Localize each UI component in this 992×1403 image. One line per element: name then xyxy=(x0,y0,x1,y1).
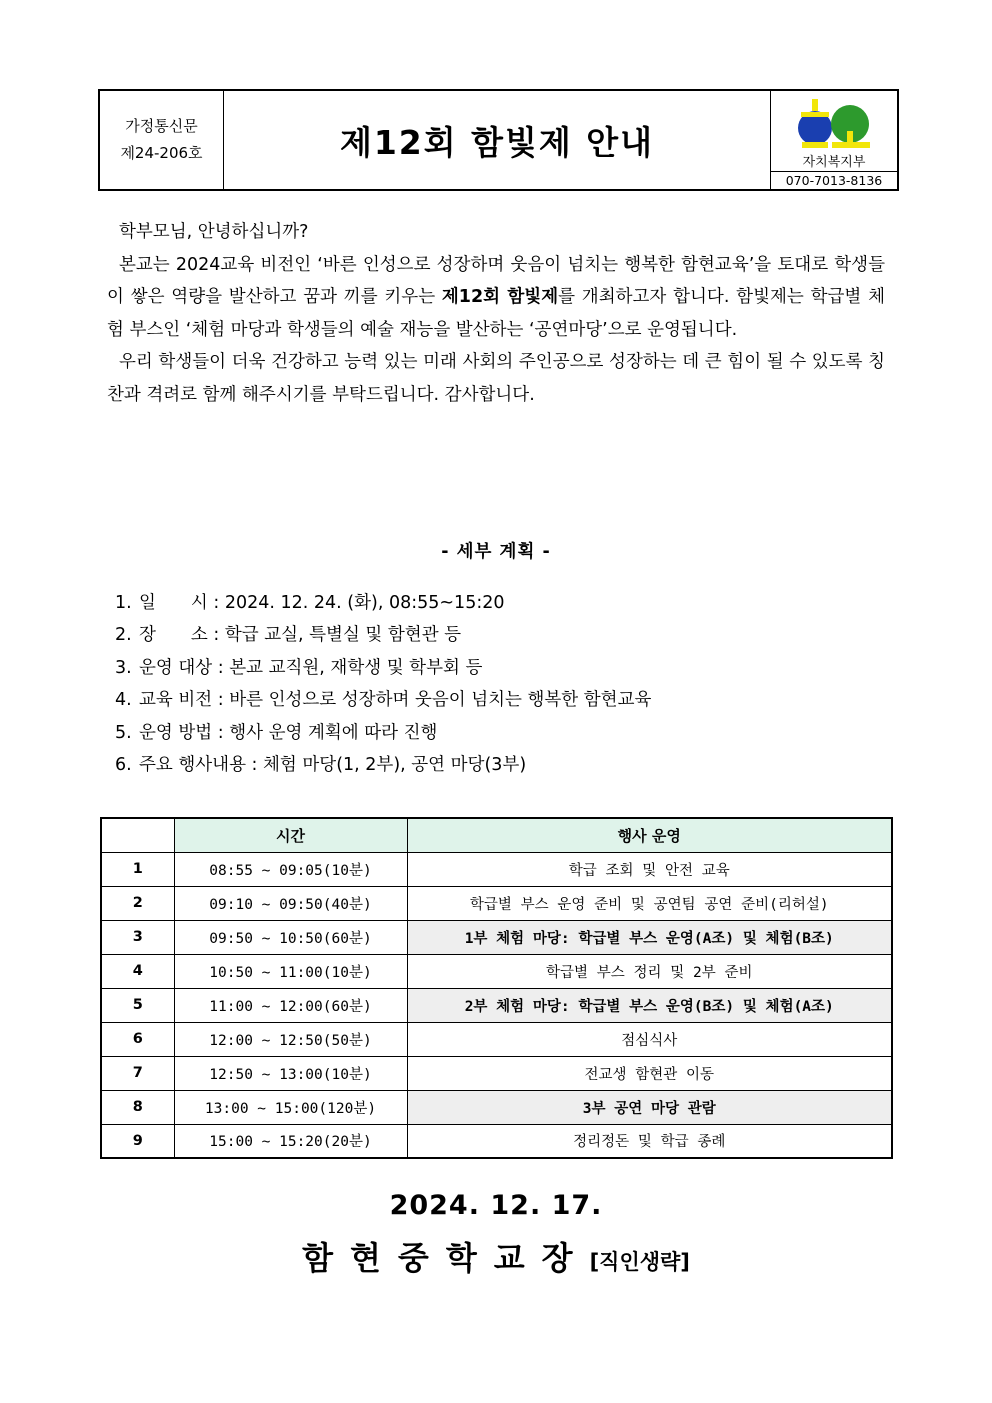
plan-list xyxy=(115,587,651,781)
schedule-event: 전교생 함현관 이동 xyxy=(407,1056,892,1090)
signer-name: 함현중학교장 xyxy=(302,1239,590,1277)
schedule-table xyxy=(100,817,893,1159)
schedule-row xyxy=(101,852,892,886)
plan-item-number: 1. xyxy=(115,593,132,613)
schedule-event: 정리정돈 및 학급 종례 xyxy=(407,1124,892,1158)
schedule-row xyxy=(101,920,892,954)
seal-note: [직인생략] xyxy=(589,1250,690,1274)
schedule-header-event: 행사 운영 xyxy=(407,818,892,852)
plan-item xyxy=(115,749,651,781)
schedule-time: 09:10 ~ 09:50(40분) xyxy=(174,886,407,920)
plan-item-text: 운영 방법 : 행사 운영 계획에 따라 진행 xyxy=(139,722,438,743)
schedule-event: 학급별 부스 정리 및 2부 준비 xyxy=(407,954,892,988)
plan-item-text: 운영 대상 : 본교 교직원, 재학생 및 학부회 등 xyxy=(139,657,483,678)
plan-item-number: 4. xyxy=(115,690,132,711)
schedule-header-time: 시간 xyxy=(174,818,407,852)
plan-item-number: 3. xyxy=(115,657,132,678)
schedule-row xyxy=(101,954,892,988)
schedule-event: 1부 체험 마당: 학급별 부스 운영(A조) 및 체험(B조) xyxy=(407,920,892,954)
schedule-time: 12:00 ~ 12:50(50분) xyxy=(174,1022,407,1056)
intro-paragraph-2: 우리 학생들이 더욱 건강하고 능력 있는 미래 사회의 주인공으로 성장하는 데 큰 힘이 될 수 있도록 칭찬과 격려로 함께 해주시기를 부탁드립니다. 감사합니다. xyxy=(107,352,885,405)
schedule-time: 12:50 ~ 13:00(10분) xyxy=(174,1056,407,1090)
schedule-header-no xyxy=(101,818,174,852)
schedule-time: 11:00 ~ 12:00(60분) xyxy=(174,988,407,1022)
greeting: 학부모님, 안녕하십니까? xyxy=(119,222,309,242)
issue-date: 2024. 12. 17. xyxy=(389,1190,603,1221)
schedule-time: 15:00 ~ 15:20(20분) xyxy=(174,1124,407,1158)
schedule-no: 4 xyxy=(101,954,174,988)
schedule-event: 학급 조회 및 안전 교육 xyxy=(407,852,892,886)
schedule-no: 7 xyxy=(101,1056,174,1090)
festival-name: 제12회 함빛제 xyxy=(441,287,559,307)
schedule-event: 점심식사 xyxy=(407,1022,892,1056)
intro-text xyxy=(107,216,885,411)
schedule-header-row xyxy=(101,818,892,852)
schedule-row xyxy=(101,1090,892,1124)
header-box xyxy=(98,89,899,191)
schedule-no: 3 xyxy=(101,920,174,954)
plan-item xyxy=(115,587,651,619)
plan-item xyxy=(115,684,651,716)
schedule-row xyxy=(101,988,892,1022)
schedule-no: 8 xyxy=(101,1090,174,1124)
schedule-time: 13:00 ~ 15:00(120분) xyxy=(174,1090,407,1124)
plan-item-text: 교육 비전 : 바른 인성으로 성장하며 웃음이 넘치는 행복한 함현교육 xyxy=(139,690,652,711)
doc-info xyxy=(100,91,224,189)
plan-item-text: 일 시 : 2024. 12. 24. (화), 08:55~15:20 xyxy=(139,593,505,613)
doc-type: 가정통신문 xyxy=(125,117,198,135)
schedule-no: 5 xyxy=(101,988,174,1022)
schedule-row xyxy=(101,1056,892,1090)
schedule-time: 09:50 ~ 10:50(60분) xyxy=(174,920,407,954)
schedule-no: 9 xyxy=(101,1124,174,1158)
plan-item-number: 2. xyxy=(115,625,132,646)
schedule-no: 1 xyxy=(101,852,174,886)
plan-item-number: 6. xyxy=(115,755,132,776)
schedule-time: 08:55 ~ 09:05(10분) xyxy=(174,852,407,886)
schedule-time: 10:50 ~ 11:00(10분) xyxy=(174,954,407,988)
dept-phone: 070-7013-8136 xyxy=(771,171,897,189)
doc-number: 제24-206호 xyxy=(120,144,203,162)
schedule-event: 2부 체험 마당: 학급별 부스 운영(B조) 및 체험(A조) xyxy=(407,988,892,1022)
schedule-no: 6 xyxy=(101,1022,174,1056)
plan-item xyxy=(115,619,651,651)
schedule-row xyxy=(101,1124,892,1158)
plan-item xyxy=(115,652,651,684)
plan-item-text: 장 소 : 학급 교실, 특별실 및 함현관 등 xyxy=(139,625,462,646)
school-logo-area xyxy=(770,91,897,189)
schedule-event: 3부 공연 마당 관람 xyxy=(407,1090,892,1124)
schedule-event: 학급별 부스 운영 준비 및 공연팀 공연 준비(리허설) xyxy=(407,886,892,920)
plan-item xyxy=(115,717,651,749)
plan-item-number: 5. xyxy=(115,722,132,743)
plan-item-text: 주요 행사내용 : 체험 마당(1, 2부), 공연 마당(3부) xyxy=(139,755,527,776)
signer-line xyxy=(0,1233,992,1279)
school-logo-icon xyxy=(796,98,872,150)
page-title: 제12회 함빛제 안내 xyxy=(339,122,655,162)
schedule-no: 2 xyxy=(101,886,174,920)
schedule-row xyxy=(101,886,892,920)
schedule-row xyxy=(101,1022,892,1056)
intro-paragraph-1 xyxy=(107,249,885,347)
plan-title: - 세부 계획 - xyxy=(441,542,551,562)
intro-p1-a: 본교는 2024교육 비전인 ‘바른 인성으로 성장하며 웃음이 넘치는 행복한 함현교육’을 토대로 학생들이 쌓은 역량을 발산하고 꿈과 끼를 키우는 xyxy=(107,254,885,307)
dept-name: 자치복지부 xyxy=(802,155,866,170)
intro-p1-b: 를 개최하고자 합니다. 함빛제는 학급별 체험 부스인 ‘체험 마당과 학생들의 예술 재능을 발산하는 ‘공연마당’으로 운영됩니다. xyxy=(107,287,885,340)
